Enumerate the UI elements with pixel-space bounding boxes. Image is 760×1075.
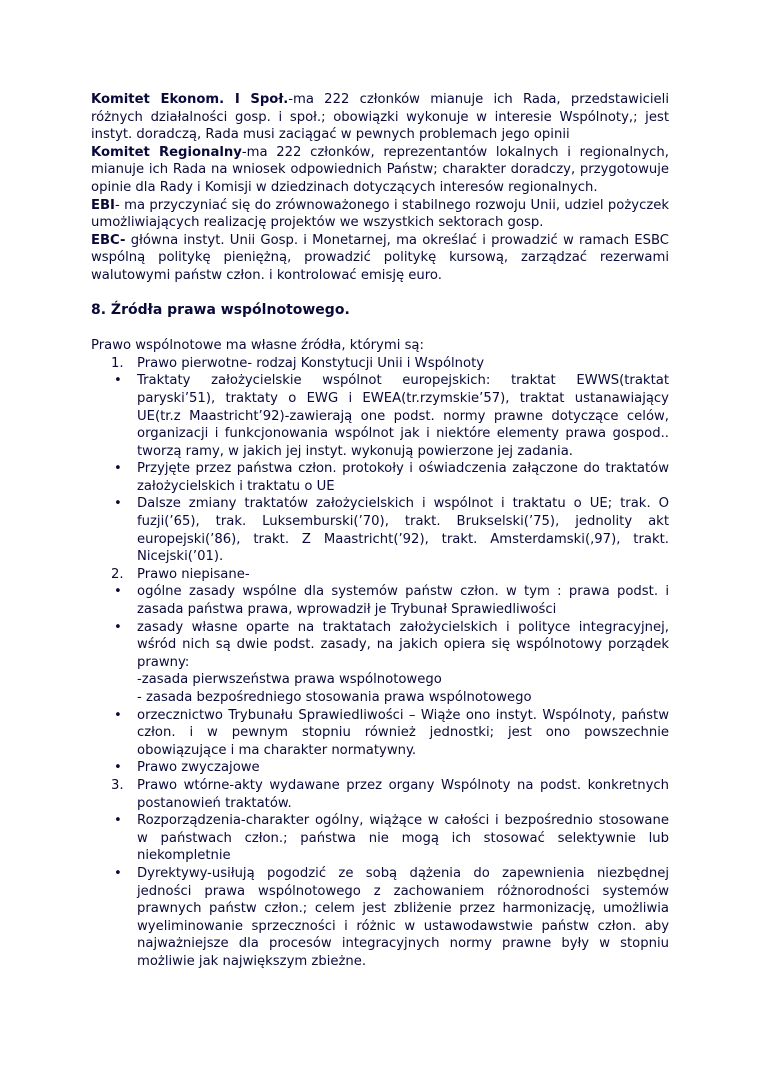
bullet-icon: • bbox=[114, 496, 122, 512]
bullet-icon: • bbox=[114, 813, 122, 829]
list-item-text: ogólne zasady wspólne dla systemów państw człon. w tym : prawa podst. i zasada państwa prawa, wprowadził je Trybunał Sprawiedliwości bbox=[137, 584, 669, 618]
list-number: 3. bbox=[111, 777, 124, 793]
list-item bbox=[91, 495, 669, 565]
list-item bbox=[91, 355, 669, 373]
list-item-text: Prawo niepisane- bbox=[137, 566, 250, 582]
bullet-icon: • bbox=[114, 865, 122, 881]
list-item-text: Prawo pierwotne- rodzaj Konstytucji Unii i Wspólnoty bbox=[137, 355, 485, 371]
list-item bbox=[91, 566, 669, 584]
list-item-text: Prawo zwyczajowe bbox=[137, 760, 260, 776]
paragraph-ebc bbox=[91, 232, 669, 285]
bullet-icon: • bbox=[114, 760, 122, 776]
section-intro: Prawo wspólnotowe ma własne źródła, którymi są: bbox=[91, 338, 424, 354]
sources-list bbox=[91, 355, 669, 971]
bullet-icon: • bbox=[114, 707, 122, 723]
sub-item: -zasada pierwszeństwa prawa wspólnotowego bbox=[137, 672, 442, 688]
bullet-icon: • bbox=[114, 584, 122, 600]
paragraph-ebi bbox=[91, 197, 669, 232]
list-number: 1. bbox=[111, 355, 124, 371]
list-item bbox=[91, 372, 669, 460]
list-item bbox=[91, 707, 669, 760]
paragraph-komitet-regionalny bbox=[91, 144, 669, 197]
term: Komitet Ekonom. I Społ. bbox=[91, 92, 289, 107]
list-item bbox=[91, 865, 669, 971]
list-item-text: Traktaty założycielskie wspólnot europejskich: traktat EWWS(traktat paryski’51), traktaty o EWG i EWEA(tr.rzymskie’57), traktat ustanawiający UE(tr.z Maastricht’92)-zawierają one podst. normy prawne dotyczące celów, organizacji i funkcjonowania wspólnot jak i niektóre elementy prawa gospod.. tworzą ramy, w jakich jej instyt. wykonują powierzone jej zadania. bbox=[137, 373, 669, 459]
bullet-icon: • bbox=[114, 619, 122, 635]
list-item-text: zasady własne oparte na traktatach założycielskich i polityce integracyjnej, wśród nich są dwie podst. zasady, na jakich opiera się wspólnotowy porządek prawny: bbox=[137, 619, 669, 670]
section-title: 8. Źródła prawa wspólnotowego. bbox=[91, 301, 350, 318]
definition: -ma 222 członków, reprezentantów lokalnych i regionalnych, mianuje ich Rada na wniosek odpowiednich Państw; charakter doradczy, przygotowuje opinie dla Rady i Komisji w dziedzinach dotyczących interesów regionalnych. bbox=[91, 144, 669, 195]
definition: główna instyt. Unii Gosp. i Monetarnej, ma określać i prowadzić w ramach ESBC wspólną politykę pieniężną, prowadzić politykę kursową, zarządzać rezerwami walutowymi państw człon. i kontrolować emisję euro. bbox=[91, 232, 669, 283]
paragraph-komitet-ekonom bbox=[91, 91, 669, 144]
list-item bbox=[91, 759, 669, 777]
list-item-text: Rozporządzenia-charakter ogólny, wiążące w całości i bezpośrednio stosowane w państwach człon.; państwa nie mogą ich stosować selektywnie lub niekompletnie bbox=[137, 813, 669, 864]
document-page bbox=[91, 91, 669, 971]
definition: -ma 222 członków mianuje ich Rada, przedstawicieli różnych działalności gosp. i społ.; obowiązki wykonuje w interesie Wspólnoty,; jest instyt. doradczą, Rada musi zaciągać w pewnych problemach jego opinii bbox=[91, 92, 669, 143]
list-item bbox=[91, 460, 669, 495]
list-item bbox=[91, 812, 669, 865]
bullet-icon: • bbox=[114, 461, 122, 477]
list-item-text: Dyrektywy-usiłują pogodzić ze sobą dążenia do zapewnienia niezbędnej jedności prawa wspólnotowego z zachowaniem różnorodności systemów prawnych państw człon.; celem jest zbliżenie przez harmonizację, umożliwia wyeliminowanie sprzeczności i różnic w ustawodawstwie państw człon. aby najważniejsze dla procesów integracyjnych normy prawne były w stopniu możliwie jak największym zbieżne. bbox=[137, 865, 669, 969]
definition: - ma przyczyniać się do zrównoważonego i stabilnego rozwoju Unii, udziel pożyczek umożliwiających realizację projektów we wszystkich sektorach gosp. bbox=[91, 197, 669, 231]
list-item-text: Przyjęte przez państwa człon. protokoły i oświadczenia załączone do traktatów założycielskich i traktatu o UE bbox=[137, 461, 669, 494]
list-item bbox=[91, 619, 669, 672]
sub-item: - zasada bezpośredniego stosowania prawa wspólnotowego bbox=[137, 690, 532, 705]
list-item-text: orzecznictwo Trybunału Sprawiedliwości – Wiąże ono instyt. Wspólnoty, państw człon. i w pewnym stopniu również jednostki; jest ono powszechnie obowiązujące i ma charakter normatywny. bbox=[137, 707, 669, 758]
term: EBI bbox=[91, 197, 115, 213]
bullet-icon: • bbox=[114, 373, 122, 389]
term: Komitet Regionalny bbox=[91, 144, 242, 160]
list-item bbox=[91, 777, 669, 812]
list-item-text: Dalsze zmiany traktatów założycielskich i wspólnot i traktatu o UE; trak. O fuzji(’65), trak. Luksemburski(’70), trakt. Brukselski(’75), jednolity akt europejski(’86), trakt. Z Maastricht(’92), trakt. Amsterdamski(,97), trakt. Nicejski(’01). bbox=[137, 496, 669, 565]
list-item-text: Prawo wtórne-akty wydawane przez organy Wspólnoty na podst. konkretnych postanowień traktatów. bbox=[137, 777, 669, 811]
list-item bbox=[91, 583, 669, 618]
term: EBC- bbox=[91, 232, 126, 248]
list-number: 2. bbox=[111, 566, 124, 582]
